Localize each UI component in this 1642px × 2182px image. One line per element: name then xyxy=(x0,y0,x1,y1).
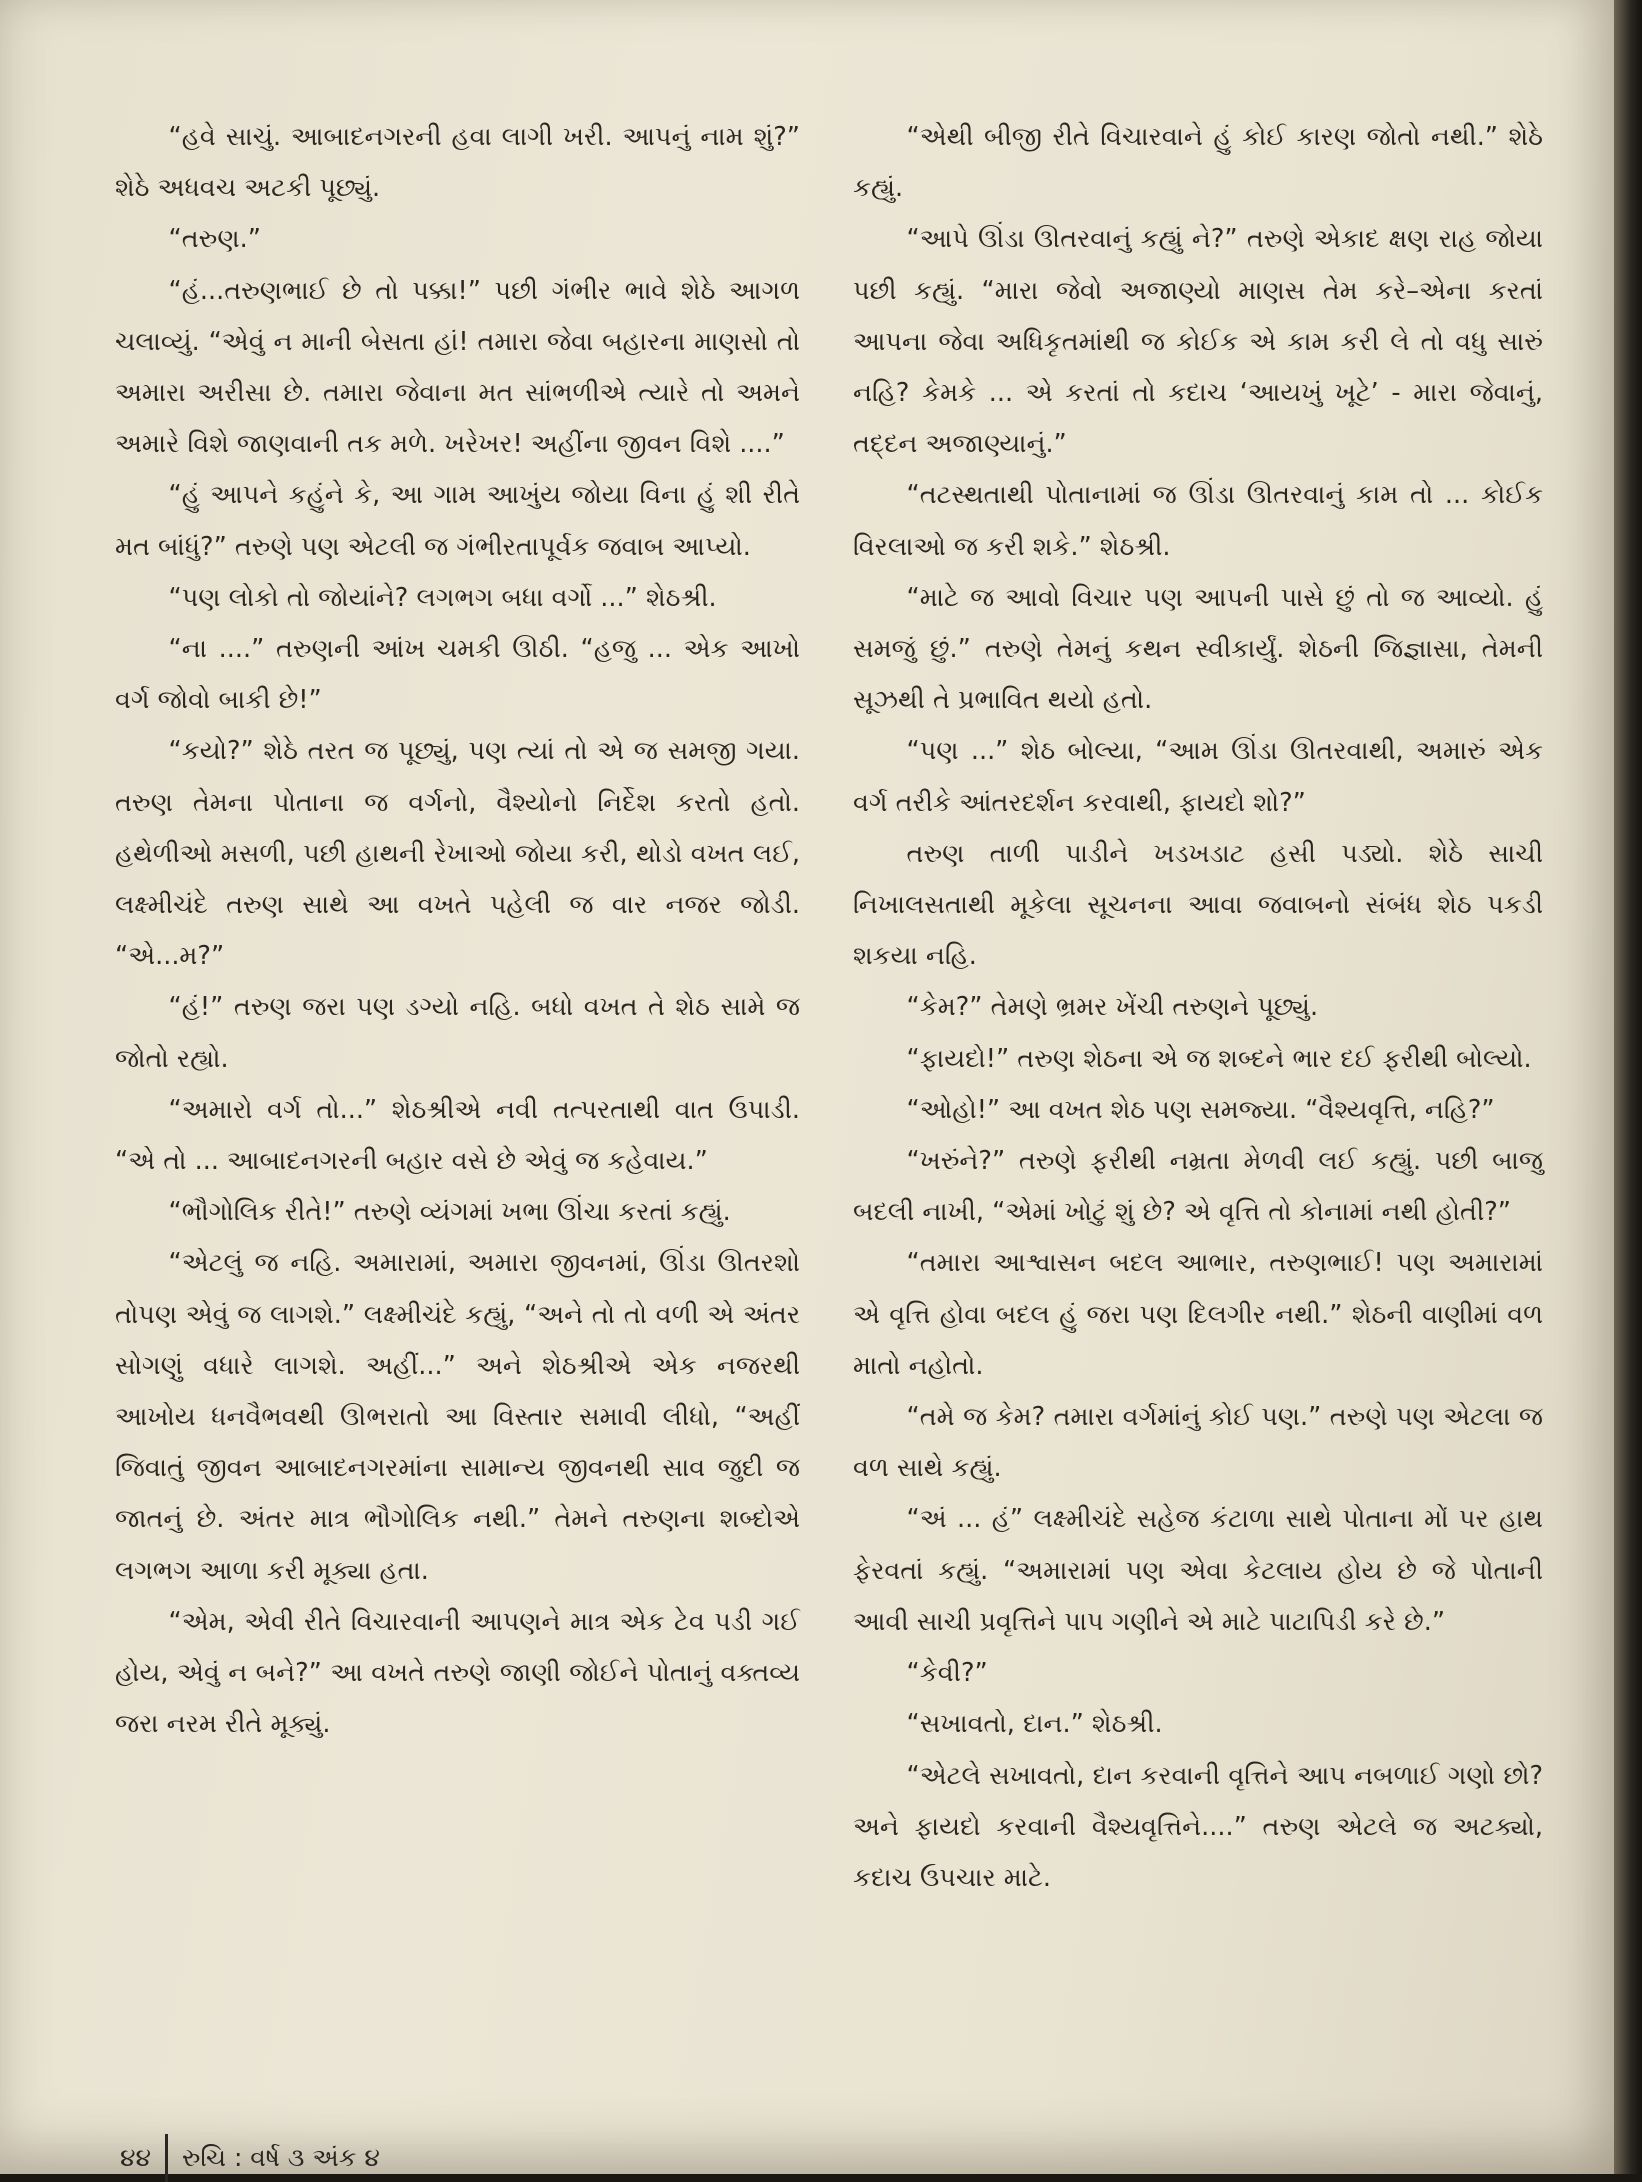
page-edge-shadow xyxy=(1614,0,1642,2174)
paragraph: “અં ... હં” લક્ષ્મીચંદે સહેજ કંટાળા સાથે પોતાના મોં પર હાથ ફેરવતાં કહ્યું. “અમારામાં પણ એવા કેટલાય હોય છે જે પોતાની આવી સાચી પ્રવૃત્તિને પાપ ગણીને એ માટે પાટાપિડી કરે છે.” xyxy=(853,1504,1543,1637)
paragraph: “સખાવતો, દાન.” શેઠશ્રી. xyxy=(906,1709,1163,1740)
page-footer xyxy=(120,2134,380,2182)
paragraph: “તરુણ.” xyxy=(168,224,261,255)
paragraph: “એટલે સખાવતો, દાન કરવાની વૃત્તિને આપ નબળાઈ ગણો છો? અને ફાયદો કરવાની વૈશ્યવૃત્તિને....” તરુણ એટલે જ અટક્યો, કદાચ ઉપચાર માટે. xyxy=(853,1760,1543,1893)
paragraph: “તટસ્થતાથી પોતાનામાં જ ઊંડા ઊતરવાનું કામ તો ... કોઈક વિરલાઓ જ કરી શકે.” શેઠશ્રી. xyxy=(853,480,1543,562)
paragraph: “કયો?” શેઠે તરત જ પૂછ્યું, પણ ત્યાં તો એ જ સમજી ગયા. તરુણ તેમના પોતાના જ વર્ગનો, વૈશ્યોનો નિર્દેશ કરતો હતો. હથેળીઓ મસળી, પછી હાથની રેખાઓ જોયા કરી, થોડો વખત લઈ, લક્ષ્મીચંદે તરુણ સાથે આ વખતે પહેલી જ વાર નજર જોડી. “એ...મ?” xyxy=(115,736,800,972)
paragraph: “તમારા આશ્વાસન બદલ આભાર, તરુણભાઈ! પણ અમારામાં એ વૃત્તિ હોવા બદલ હું જરા પણ દિલગીર નથી.” શેઠની વાણીમાં વળ માતો નહોતો. xyxy=(853,1248,1543,1381)
paragraph: “તમે જ કેમ? તમારા વર્ગમાંનું કોઈ પણ.” તરુણે પણ એટલા જ વળ સાથે કહ્યું. xyxy=(853,1402,1543,1484)
paragraph: “એમ, એવી રીતે વિચારવાની આપણને માત્ર એક ટેવ પડી ગઈ હોય, એવું ન બને?” આ વખતે તરુણે જાણી જોઈને પોતાનું વક્તવ્ય જરા નરમ રીતે મૂક્યું. xyxy=(115,1606,800,1740)
paragraph: “પણ લોકો તો જોયાંને? લગભગ બધા વર્ગો ...” શેઠશ્રી. xyxy=(168,582,717,613)
paragraph: “એટલું જ નહિ. અમારામાં, અમારા જીવનમાં, ઊંડા ઊતરશો તોપણ એવું જ લાગશે.” લક્ષ્મીચંદે કહ્યું, “અને તો તો વળી એ અંતર સોગણું વધારે લાગશે. અહીં...” અને શેઠશ્રીએ એક નજરથી આખોય ધનવૈભવથી ઊભરાતો આ વિસ્તાર સમાવી લીધો, “અહીં જિવાતું જીવન આબાદનગરમાંના સામાન્ય જીવનથી સાવ જુદી જ જાતનું છે. અંતર માત્ર ભૌગોલિક નથી.” તેમને તરુણના શબ્દોએ લગભગ આળા કરી મૂક્યા હતા. xyxy=(115,1248,800,1586)
footer-divider xyxy=(165,2134,168,2182)
paragraph: “ખરુંને?” તરુણે ફરીથી નમ્રતા મેળવી લઈ કહ્યું. પછી બાજુ બદલી નાખી, “એમાં ખોટું શું છે? એ વૃત્તિ તો કોનામાં નથી હોતી?” xyxy=(853,1146,1543,1228)
paragraph: “પણ ...” શેઠ બોલ્યા, “આમ ઊંડા ઊતરવાથી, અમારું એક વર્ગ તરીકે આંતરદર્શન કરવાથી, ફાયદો શો?” xyxy=(853,736,1543,818)
paragraph: “ફાયદો!” તરુણ શેઠના એ જ શબ્દને ભાર દઈ ફરીથી બોલ્યો. xyxy=(906,1043,1532,1074)
paragraph: “હવે સાચું. આબાદનગરની હવા લાગી ખરી. આપનું નામ શું?” શેઠે અધવચ અટકી પૂછ્યું. xyxy=(115,122,800,204)
paragraph: “એથી બીજી રીતે વિચારવાને હું કોઈ કારણ જોતો નથી.” શેઠે કહ્યું. xyxy=(853,122,1543,204)
paragraph: “હં...તરુણભાઈ છે તો પક્કા!” પછી ગંભીર ભાવે શેઠે આગળ ચલાવ્યું. “એવું ન માની બેસતા હાં! તમારા જેવા બહારના માણસો તો અમારા અરીસા છે. તમારા જેવાના મત સાંભળીએ ત્યારે તો અમને અમારે વિશે જાણવાની તક મળે. ખરેખર! અહીંના જીવન વિશે ....” xyxy=(115,275,800,460)
right-column xyxy=(853,112,1543,1904)
paragraph: “અમારો વર્ગ તો...” શેઠશ્રીએ નવી તત્પરતાથી વાત ઉપાડી. “એ તો ... આબાદનગરની બહાર વસે છે એવું જ કહેવાય.” xyxy=(115,1094,800,1177)
paragraph: તરુણ તાળી પાડીને ખડખડાટ હસી પડ્યો. શેઠે સાચી નિખાલસતાથી મૂકેલા સૂચનના આવા જવાબનો સંબંધ શેઠ પકડી શકયા નહિ. xyxy=(853,838,1543,972)
paragraph: “ભૌગોલિક રીતે!” તરુણે વ્યંગમાં ખભા ઊંચા કરતાં કહ્યું. xyxy=(168,1197,731,1228)
paragraph: “ઓહો!” આ વખત શેઠ પણ સમજ્યા. “વૈશ્યવૃત્તિ, નહિ?” xyxy=(906,1094,1495,1125)
paragraph: “માટે જ આવો વિચાર પણ આપની પાસે છું તો જ આવ્યો. હું સમજું છું.” તરુણે તેમનું કથન સ્વીકાર્યું. શેઠની જિજ્ઞાસા, તેમની સૂઝથી તે પ્રભાવિત થયો હતો. xyxy=(853,582,1543,716)
paragraph: “ના ....” તરુણની આંખ ચમકી ઊઠી. “હજુ ... એક આખો વર્ગ જોવો બાકી છે!” xyxy=(115,634,800,716)
page-number: ૪૪ xyxy=(120,2143,152,2172)
paragraph: “આપે ઊંડા ઊતરવાનું કહ્યું ને?” તરુણે એકાદ ક્ષણ રાહ જોયા પછી કહ્યું. “મારા જેવો અજાણ્યો માણસ તેમ કરે–એના કરતાં આપના જેવા અધિકૃતમાંથી જ કોઈક એ કામ કરી લે તો વધુ સારું નહિ? કેમકે ... એ કરતાં તો કદાચ ‘આયખું ખૂટે’ - મારા જેવાનું, તદ્દન અજાણ્યાનું.” xyxy=(853,224,1543,460)
paragraph: “હું આપને કહુંને કે, આ ગામ આખુંય જોયા વિના હું શી રીતે મત બાંધું?” તરુણે પણ એટલી જ ગંભીરતાપૂર્વક જવાબ આપ્યો. xyxy=(115,480,800,562)
paragraph: “કેમ?” તેમણે ભ્રમર ખેંચી તરુણને પૂછ્યું. xyxy=(906,992,1319,1023)
paragraph: “હં!” તરુણ જરા પણ ડગ્યો નહિ. બધો વખત તે શેઠ સામે જ જોતો રહ્યો. xyxy=(115,992,800,1074)
journal-issue: રુચિ : વર્ષ ૩ અંક ૪ xyxy=(182,2143,380,2172)
left-column xyxy=(115,112,800,1751)
paragraph: “કેવી?” xyxy=(906,1658,988,1689)
